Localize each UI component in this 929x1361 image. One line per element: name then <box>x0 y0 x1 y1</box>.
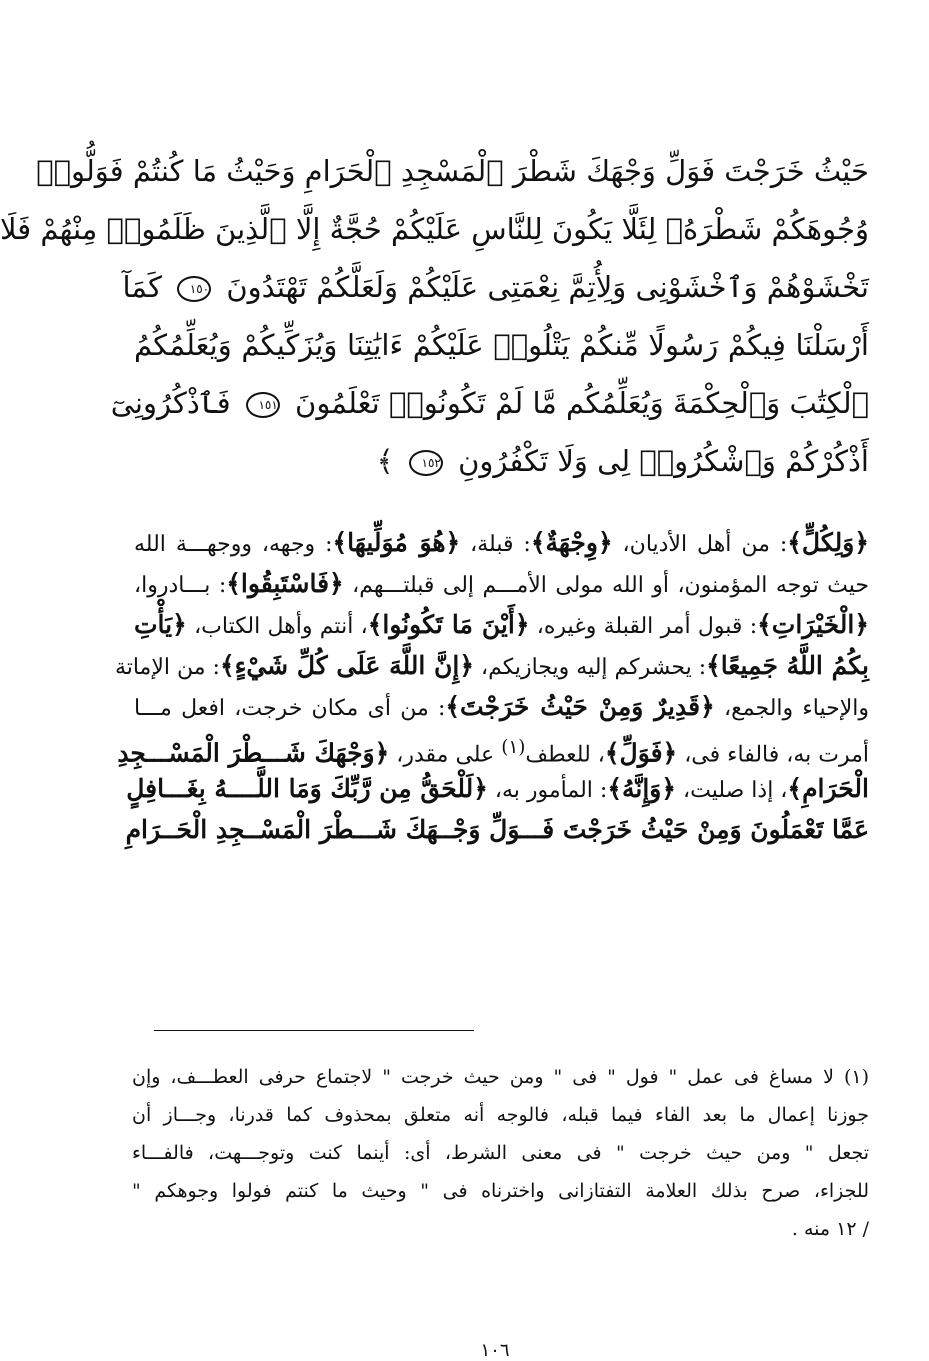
footnote-line: للجزاء، صرح بذلك العلامة التفتازانى واخترناه فى " وحيث ما كنتم فولوا وجوهكم " <box>132 1180 869 1202</box>
commentary-text: ، أنتم وأهل الكتاب، <box>186 614 368 639</box>
commentary-text: : وجهه، ووجهـــة الله <box>134 532 333 557</box>
quran-line <box>134 432 869 490</box>
tafsir-line <box>134 563 869 604</box>
commentary-text: : من أى مكان خرجت، افعل مـــا <box>134 696 446 721</box>
commentary-text: على مقدر، <box>389 742 502 768</box>
quran-text: أَذْكُرْكُمْ وَٱشْكُرُوا۟ لِى وَلَا تَكْفُرُونِ <box>458 444 869 478</box>
quoted-term: ﴿وِجْهَةٌ﴾ <box>530 528 613 557</box>
quoted-term: ﴿فَاسْتَبِقُوا﴾ <box>226 569 344 598</box>
commentary-text: : يحشركم إليه ويجازيكم، <box>474 655 707 680</box>
footnote <box>132 1058 869 1248</box>
quran-text: فَٱذْكُرُونِىٓ <box>110 386 231 420</box>
quran-text: تَخْشَوْهُمْ وَٱخْشَوْنِى وَلِأُتِمَّ نِعْمَتِى عَلَيْكُمْ وَلَعَلَّكُمْ تَهْتَدُونَ <box>226 270 869 304</box>
quoted-term: ﴿لَلْحَقُّ مِن رَّبِّكَ وَمَا اللَّــــهُ بِغَـــافِلٍ <box>126 774 488 803</box>
commentary-text: : المأمور به، <box>487 778 608 803</box>
tafsir-line <box>114 645 869 686</box>
commentary-text: : قبلة، <box>460 532 531 557</box>
footnote-line: جوزنا إعمال ما بعد الفاء فيما قبله، فالوجه أنه متعلق بمحذوف كما قدرنا، وجـــاز أن <box>132 1104 869 1126</box>
tafsir-line <box>126 768 869 809</box>
commentary-text: : من الإماتة <box>114 655 220 680</box>
quoted-term: ﴿وَلِكُلٍّ﴾ <box>787 528 869 557</box>
tafsir-line <box>134 522 869 563</box>
tafsir-line <box>125 809 869 850</box>
closing-bracket: ﴾ <box>376 444 394 478</box>
commentary-text: : قبول أمر القبلة وغيره، <box>529 614 758 639</box>
quran-verses <box>0 142 869 490</box>
tafsir-commentary <box>114 522 870 850</box>
quoted-term: ﴿وَإِنَّهُ﴾ <box>607 774 676 803</box>
footnote-line: (١) لا مساغ فى عمل " فول " فى " ومن حيث خرجت " لاجتماع حرفى العطـــف، وإن <box>132 1066 869 1088</box>
quran-text: كَمَآ <box>122 270 162 304</box>
ayah-number-marker: ١٥١ <box>246 392 280 418</box>
quoted-term: ﴿إِنَّ اللَّهَ عَلَى كُلِّ شَيْءٍ﴾ <box>219 651 475 680</box>
tafsir-line <box>117 727 869 768</box>
quoted-term: بِكُمُ اللَّهُ جَمِيعًا﴾ <box>706 651 869 680</box>
tafsir-line <box>134 686 869 727</box>
quoted-term: ﴿يَأْتِ <box>134 610 187 639</box>
quoted-term: ﴿أَيْنَ مَا تَكُونُوا﴾ <box>367 610 530 639</box>
page-number: ١٠٦ <box>480 1340 510 1361</box>
quoted-term: ﴿وَجْهَكَ شَـــطْرَ الْمَسْـــجِدِ <box>117 738 390 768</box>
footnote-line: / ١٢ منه . <box>791 1218 869 1240</box>
ayah-number-marker: ١٥٠ <box>177 276 211 302</box>
ayah-number-marker: ١٥٢ <box>409 450 443 476</box>
quoted-term: ﴿الْخَيْرَاتِ﴾ <box>757 610 869 639</box>
quoted-term: ﴿هُوَ مُوَلِّيهَا﴾ <box>332 528 461 557</box>
quran-line <box>122 258 869 316</box>
commentary-text: والإحياء والجمع، <box>714 696 869 721</box>
quoted-term: ﴿فَوَلِّ﴾ <box>604 738 678 768</box>
commentary-text: ، للعطف <box>525 742 605 768</box>
quran-line: وُجُوهَكُمْ شَطْرَهُۥ لِئَلَّا يَكُونَ لِلنَّاسِ عَلَيْكُمْ حُجَّةٌ إِلَّا ٱلَّذِينَ ظَلَمُوا۟ مِنْهُمْ فَلَا <box>0 212 869 246</box>
commentary-text: أمرت به، فالفاء فى، <box>677 742 869 768</box>
footnote-line: تجعل " ومن حيث خرجت " فى معنى الشرط، أى: أينما كنت وتوجـــهت، فالفـــاء <box>132 1142 869 1164</box>
quoted-term: الْحَرَامِ﴾ <box>787 774 869 803</box>
footnote-reference: (١) <box>501 737 526 758</box>
quran-line: حَيْثُ خَرَجْتَ فَوَلِّ وَجْهَكَ شَطْرَ ٱلْمَسْجِدِ ٱلْحَرَامِ وَحَيْثُ مَا كُنتُمْ فَوَلُّوا۟ <box>36 154 869 188</box>
quran-line: أَرْسَلْنَا فِيكُمْ رَسُولًا مِّنكُمْ يَتْلُوا۟ عَلَيْكُمْ ءَايَٰتِنَا وَيُزَكِّيكُمْ وَيُعَلِّمُكُمُ <box>134 328 869 362</box>
quran-line <box>110 374 869 432</box>
quran-text: ٱلْكِتَٰبَ وَٱلْحِكْمَةَ وَيُعَلِّمُكُم مَّا لَمْ تَكُونُوا۟ تَعْلَمُونَ <box>295 386 869 420</box>
commentary-text: : بـــادروا، <box>134 573 227 598</box>
commentary-text: : من أهل الأديان، <box>612 532 788 557</box>
tafsir-line <box>134 604 869 645</box>
commentary-text: ، إذا صليت، <box>676 778 788 803</box>
commentary-text: حيث توجه المؤمنون، أو الله مولى الأمـــم إلى قبلتـــهم، <box>343 573 870 598</box>
quoted-verse: عَمَّا تَعْمَلُونَ وَمِنْ حَيْثُ خَرَجْتَ فَـــوَلِّ وَجْــهَكَ شَـــطْرَ الْمَسْــجِدِ الْحَــرَامِ <box>125 815 869 844</box>
quoted-term: ﴿قَدِيرٌ وَمِنْ حَيْثُ خَرَجْتَ﴾ <box>445 692 715 721</box>
footnote-divider <box>154 1030 474 1031</box>
